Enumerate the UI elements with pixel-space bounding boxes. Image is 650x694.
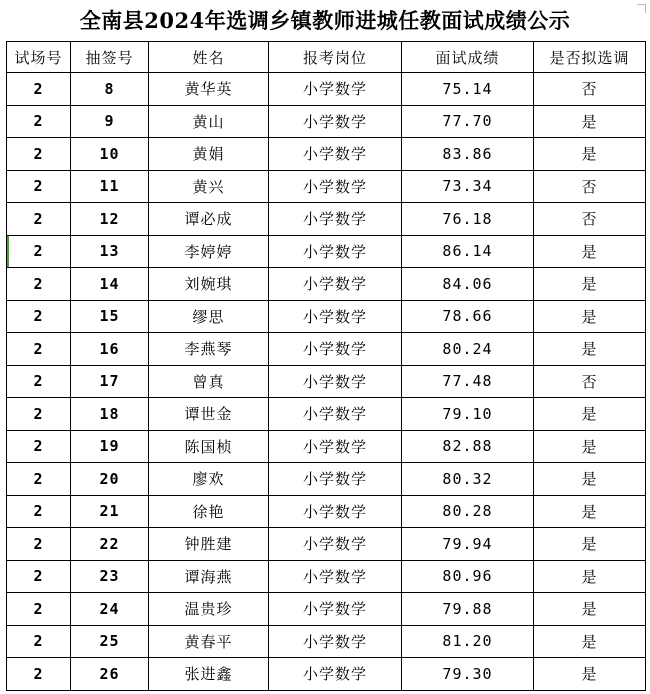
cell-room: 2 (7, 528, 71, 561)
cell-room: 2 (7, 333, 71, 366)
cell-name: 曾真 (149, 365, 269, 398)
table-row (7, 105, 646, 138)
cell-draw: 16 (71, 333, 149, 366)
cell-name: 廖欢 (149, 463, 269, 496)
cell-draw: 14 (71, 268, 149, 301)
cell-selected: 否 (534, 203, 646, 236)
cell-draw: 15 (71, 300, 149, 333)
cell-room: 2 (7, 170, 71, 203)
cell-selected: 是 (534, 138, 646, 171)
cell-name: 李燕琴 (149, 333, 269, 366)
cell-room: 2 (7, 365, 71, 398)
cell-room: 2 (7, 658, 71, 691)
cell-room: 2 (7, 430, 71, 463)
cell-score: 81.20 (402, 625, 534, 658)
cell-name: 徐艳 (149, 495, 269, 528)
column-header-score: 面试成绩 (402, 42, 534, 73)
cell-score: 80.28 (402, 495, 534, 528)
table-row (7, 235, 646, 268)
cell-name: 黄娟 (149, 138, 269, 171)
cell-score: 82.88 (402, 430, 534, 463)
cell-position: 小学数学 (269, 203, 402, 236)
cell-score: 79.94 (402, 528, 534, 561)
cell-name: 黄春平 (149, 625, 269, 658)
cell-position: 小学数学 (269, 560, 402, 593)
cell-score: 75.14 (402, 73, 534, 106)
cell-position: 小学数学 (269, 73, 402, 106)
cell-selected: 是 (534, 430, 646, 463)
cell-room: 2 (7, 625, 71, 658)
cell-score: 78.66 (402, 300, 534, 333)
table-header-row (7, 42, 646, 73)
table-row (7, 495, 646, 528)
cell-score: 73.34 (402, 170, 534, 203)
cell-selected: 是 (534, 235, 646, 268)
column-header-name: 姓名 (149, 42, 269, 73)
cell-draw: 11 (71, 170, 149, 203)
table-row (7, 625, 646, 658)
column-header-room: 试场号 (7, 42, 71, 73)
cell-name: 张进鑫 (149, 658, 269, 691)
cell-room: 2 (7, 105, 71, 138)
cell-position: 小学数学 (269, 658, 402, 691)
cell-name: 陈国桢 (149, 430, 269, 463)
cell-name: 刘婉琪 (149, 268, 269, 301)
table-row (7, 300, 646, 333)
cell-position: 小学数学 (269, 528, 402, 561)
cell-selected: 是 (534, 625, 646, 658)
cell-score: 77.48 (402, 365, 534, 398)
page-title: 全南县2024年选调乡镇教师进城任教面试成绩公示 (79, 8, 571, 33)
cell-draw: 17 (71, 365, 149, 398)
table-row (7, 73, 646, 106)
cell-draw: 23 (71, 560, 149, 593)
cell-selected: 是 (534, 658, 646, 691)
cell-draw: 18 (71, 398, 149, 431)
cell-selected: 是 (534, 593, 646, 626)
table-row (7, 593, 646, 626)
interview-score-table (6, 41, 646, 691)
column-header-draw: 抽签号 (71, 42, 149, 73)
cell-draw: 24 (71, 593, 149, 626)
cell-score: 76.18 (402, 203, 534, 236)
cell-position: 小学数学 (269, 235, 402, 268)
cell-position: 小学数学 (269, 463, 402, 496)
cell-position: 小学数学 (269, 430, 402, 463)
cell-selected: 否 (534, 365, 646, 398)
cell-score: 79.30 (402, 658, 534, 691)
cell-draw: 19 (71, 430, 149, 463)
cell-selected: 是 (534, 268, 646, 301)
cell-score: 79.88 (402, 593, 534, 626)
cell-selected: 是 (534, 105, 646, 138)
table-row (7, 398, 646, 431)
cell-room: 2 (7, 463, 71, 496)
table-row (7, 170, 646, 203)
cell-room: 2 (7, 138, 71, 171)
column-header-position: 报考岗位 (269, 42, 402, 73)
table-row (7, 268, 646, 301)
table-row (7, 203, 646, 236)
cell-score: 83.86 (402, 138, 534, 171)
table-row (7, 528, 646, 561)
cell-score: 86.14 (402, 235, 534, 268)
table-row (7, 658, 646, 691)
cell-position: 小学数学 (269, 495, 402, 528)
cell-name: 谭必成 (149, 203, 269, 236)
cell-selected: 是 (534, 300, 646, 333)
cell-room: 2 (7, 73, 71, 106)
table-row (7, 365, 646, 398)
cell-score: 84.06 (402, 268, 534, 301)
cell-name: 黄兴 (149, 170, 269, 203)
table-body (7, 73, 646, 691)
cell-score: 80.32 (402, 463, 534, 496)
cell-selected: 是 (534, 495, 646, 528)
cell-name: 黄华英 (149, 73, 269, 106)
cell-position: 小学数学 (269, 170, 402, 203)
table-row (7, 430, 646, 463)
cell-draw: 10 (71, 138, 149, 171)
cell-draw: 8 (71, 73, 149, 106)
cell-selected: 是 (534, 333, 646, 366)
cell-score: 79.10 (402, 398, 534, 431)
cell-room: 2 (7, 203, 71, 236)
cell-room: 2 (7, 300, 71, 333)
cell-room: 2 (7, 560, 71, 593)
cell-score: 80.96 (402, 560, 534, 593)
cell-draw: 21 (71, 495, 149, 528)
cell-selected: 否 (534, 73, 646, 106)
cell-name: 谭世金 (149, 398, 269, 431)
cell-position: 小学数学 (269, 625, 402, 658)
cell-name: 黄山 (149, 105, 269, 138)
cell-position: 小学数学 (269, 105, 402, 138)
cell-draw: 13 (71, 235, 149, 268)
cell-selected: 是 (534, 398, 646, 431)
cell-position: 小学数学 (269, 268, 402, 301)
cell-draw: 12 (71, 203, 149, 236)
cell-name: 钟胜建 (149, 528, 269, 561)
cell-selected: 是 (534, 560, 646, 593)
cell-name: 温贵珍 (149, 593, 269, 626)
cell-score: 77.70 (402, 105, 534, 138)
cell-selected: 否 (534, 170, 646, 203)
table-row (7, 333, 646, 366)
cell-room: 2 (7, 495, 71, 528)
cell-name: 谭海燕 (149, 560, 269, 593)
cell-name: 缪思 (149, 300, 269, 333)
cell-room: 2 (7, 235, 71, 268)
cell-position: 小学数学 (269, 300, 402, 333)
cell-selected: 是 (534, 528, 646, 561)
cell-room: 2 (7, 593, 71, 626)
cell-draw: 9 (71, 105, 149, 138)
cell-selected: 是 (534, 463, 646, 496)
table-row (7, 463, 646, 496)
cell-room: 2 (7, 268, 71, 301)
table-row (7, 138, 646, 171)
cell-position: 小学数学 (269, 365, 402, 398)
cell-position: 小学数学 (269, 398, 402, 431)
table-row (7, 560, 646, 593)
column-header-selected: 是否拟选调 (534, 42, 646, 73)
cell-position: 小学数学 (269, 593, 402, 626)
cell-score: 80.24 (402, 333, 534, 366)
cell-draw: 20 (71, 463, 149, 496)
cell-position: 小学数学 (269, 138, 402, 171)
cell-name: 李婷婷 (149, 235, 269, 268)
cell-draw: 26 (71, 658, 149, 691)
sheet-corner-mark (637, 4, 646, 13)
cell-draw: 22 (71, 528, 149, 561)
cell-draw: 25 (71, 625, 149, 658)
cell-position: 小学数学 (269, 333, 402, 366)
cell-room: 2 (7, 398, 71, 431)
